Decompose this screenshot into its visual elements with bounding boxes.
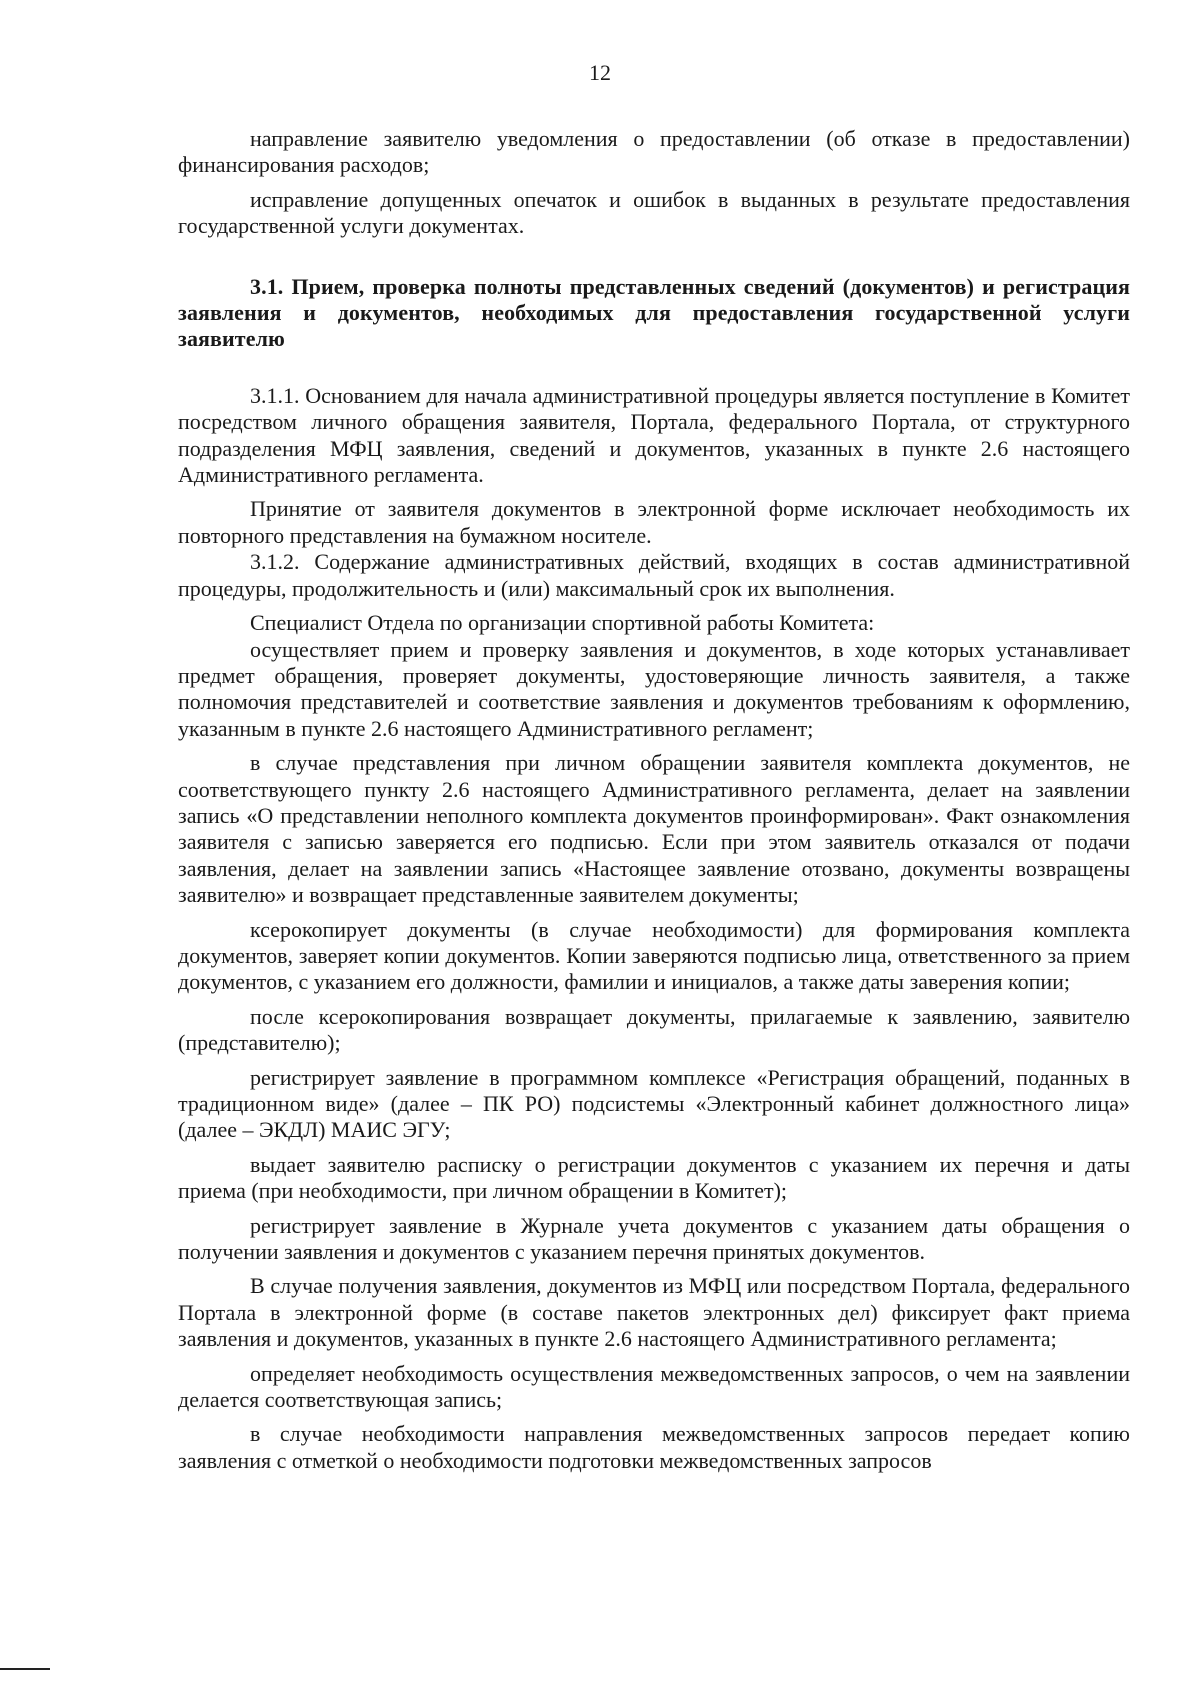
body-paragraph-13: определяет необходимость осуществления межведомственных запросов, о чем на заявлении делается соответствующая запись; <box>178 1360 1130 1413</box>
body-paragraph-3: 3.1.2. Содержание административных действий, входящих в состав административной процедуры, продолжительность и (или) максимальный срок их выполнения. <box>178 549 1130 601</box>
body-paragraph-1: 3.1.1. Основанием для начала административной процедуры является поступление в Комитет посредством личного обращения заявителя, Портала, федерального Портала, от структурного подразделения МФЦ заявления, сведений и документов, указанных в пункте 2.6 настоящего Административного регламента. <box>178 382 1130 488</box>
body-paragraph-7: ксерокопирует документы (в случае необходимости) для формирования комплекта документов, заверяет копии документов. Копии заверяются подписью лица, ответственного за прием документов, с указанием его должности, фамилии и инициалов, а также даты заверения копии; <box>178 916 1130 995</box>
page-number: 12 <box>589 60 611 85</box>
body-paragraph-9: регистрирует заявление в программном комплексе «Регистрация обращений, поданных в традиционном виде» (далее – ПК РО) подсистемы «Электронный кабинет должностного лица» (далее – ЭКДЛ) МАИС ЭГУ; <box>178 1064 1130 1143</box>
body-paragraph-14: в случае необходимости направления межведомственных запросов передает копию заявления с отметкой о необходимости подготовки межведомственных запросов <box>178 1421 1130 1473</box>
document-body <box>178 126 1130 1474</box>
section-heading: 3.1. Прием, проверка полноты представленных сведений (документов) и регистрация заявления и документов, необходимых для предоставления государственной услуги заявителю <box>178 273 1130 352</box>
body-paragraph-4: Специалист Отдела по организации спортивной работы Комитета: <box>250 610 875 636</box>
body-paragraph-2: Принятие от заявителя документов в электронной форме исключает необходимость их повторного представления на бумажном носителе. <box>178 496 1130 548</box>
scan-edge-mark <box>0 1668 50 1670</box>
body-paragraph-6: в случае представления при личном обращении заявителя комплекта документов, не соответствующего пункту 2.6 настоящего Административного регламента, делает на заявлении запись «О представлении неполного комплекта документов проинформирован». Факт ознакомления заявителя с записью заверяется его подписью. Если при этом заявитель отказался от подачи заявления, делает на заявлении запись «Настоящее заявление отозвано, документы возвращены заявителю» и возвращает представленные заявителем документы; <box>178 750 1130 908</box>
body-paragraph-12: В случае получения заявления, документов из МФЦ или посредством Портала, федерального Портала в электронной форме (в составе пакетов электронных дел) фиксирует факт приема заявления и документов, указанных в пункте 2.6 настоящего Административного регламента; <box>178 1273 1130 1352</box>
intro-paragraph-2: исправление допущенных опечаток и ошибок в выданных в результате предоставления государственной услуги документах. <box>178 186 1130 239</box>
body-paragraph-10: выдает заявителю расписку о регистрации документов с указанием их перечня и даты приема (при необходимости, при личном обращении в Комитет); <box>178 1151 1130 1204</box>
intro-paragraph-1: направление заявителю уведомления о предоставлении (об отказе в предоставлении) финансирования расходов; <box>178 126 1130 178</box>
body-paragraph-5: осуществляет прием и проверку заявления и документов, в ходе которых устанавливает предмет обращения, проверяет документы, удостоверяющие личность заявителя, а также полномочия представителей и соответствие заявления и документов требованиям к оформлению, указанным в пункте 2.6 настоящего Административного регламент; <box>178 636 1130 741</box>
body-paragraph-8: после ксерокопирования возвращает документы, прилагаемые к заявлению, заявителю (представителю); <box>178 1003 1130 1056</box>
body-paragraph-11: регистрирует заявление в Журнале учета документов с указанием даты обращения о получении заявления и документов с указанием перечня принятых документов. <box>178 1212 1130 1265</box>
